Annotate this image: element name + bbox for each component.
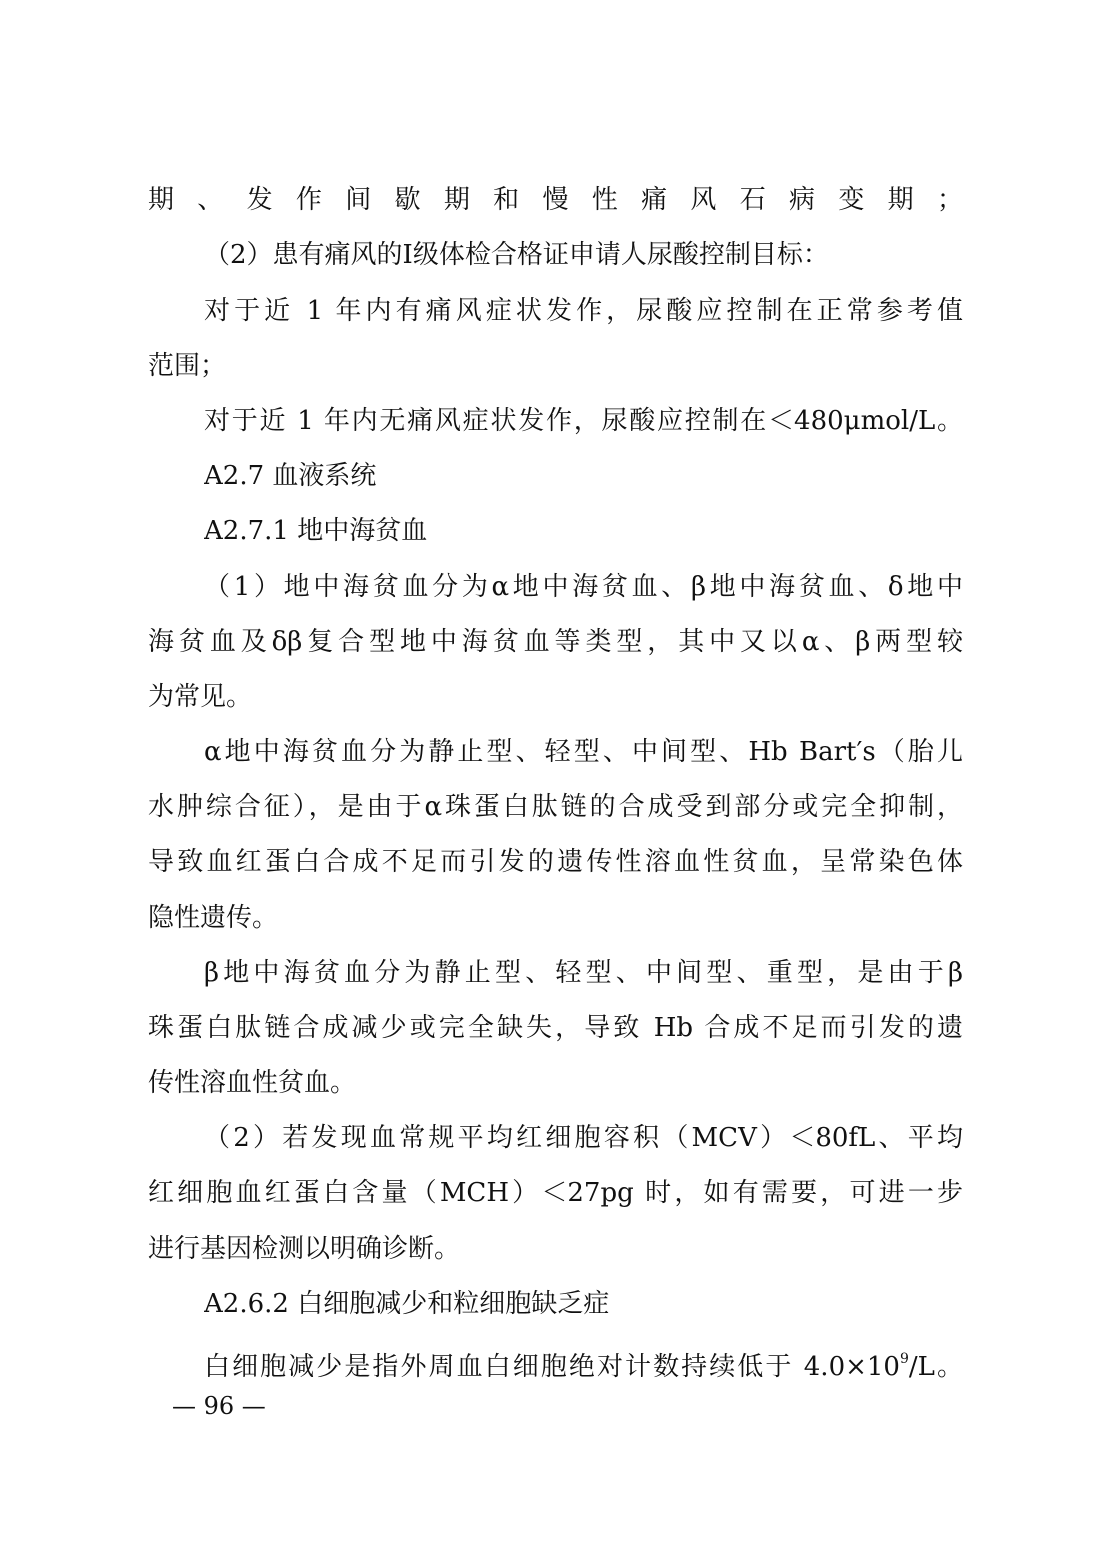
text-line-5: 对于近 1 年内无痛风症状发作，尿酸应控制在＜480μmol/L。 [204,406,963,436]
text-line-15: β地中海贫血分为静止型、轻型、中间型、重型，是由于β [204,958,963,988]
text-line-3: 对于近 1 年内有痛风症状发作，尿酸应控制在正常参考值 [204,296,963,326]
text-line-12: 水肿综合征），是由于α珠蛋白肽链的合成受到部分或完全抑制， [148,792,963,822]
text-line-8: （1）地中海贫血分为α地中海贫血、β地中海贫血、δ地中 [204,572,963,602]
text-line-1: 期、发作间歇期和慢性痛风石病变期； [148,185,963,215]
text-line-18: （2）若发现血常规平均红细胞容积（MCV）＜80fL、平均 [204,1123,963,1153]
text-line-14: 隐性遗传。 [148,903,279,933]
text-line-13: 导致血红蛋白合成不足而引发的遗传性溶血性贫血，呈常染色体 [148,847,963,877]
last-line-suffix: /L。 [908,1352,963,1378]
page-number: — 96 — [172,1392,266,1420]
text-line-17: 传性溶血性贫血。 [148,1068,357,1098]
section-heading-a2-7-1: A2.7.1 地中海贫血 [204,516,428,546]
section-heading-a2-6-2: A2.6.2 白细胞减少和粒细胞缺乏症 [204,1289,610,1319]
section-heading-a2-7: A2.7 血液系统 [204,461,377,491]
text-line-4: 范围； [148,351,227,381]
last-line-exponent: 9 [899,1351,909,1367]
text-line-20: 进行基因检测以明确诊断。 [148,1234,461,1264]
text-line-11: α地中海贫血分为静止型、轻型、中间型、Hb Bart′s（胎儿 [204,737,963,767]
text-line-16: 珠蛋白肽链合成减少或完全缺失，导致 Hb 合成不足而引发的遗 [148,1013,963,1043]
text-line-19: 红细胞血红蛋白含量（MCH）＜27pg 时，如有需要，可进一步 [148,1178,963,1208]
text-line-10: 为常见。 [148,682,253,712]
text-line-2: （2）患有痛风的Ⅰ级体检合格证申请人尿酸控制目标： [204,240,829,270]
text-line-9: 海贫血及δβ复合型地中海贫血等类型，其中又以α、β两型较 [148,627,963,657]
text-line-22 [204,1342,963,1378]
last-line-prefix: 白细胞减少是指外周血白细胞绝对计数持续低于 4.0×10 [204,1352,900,1378]
